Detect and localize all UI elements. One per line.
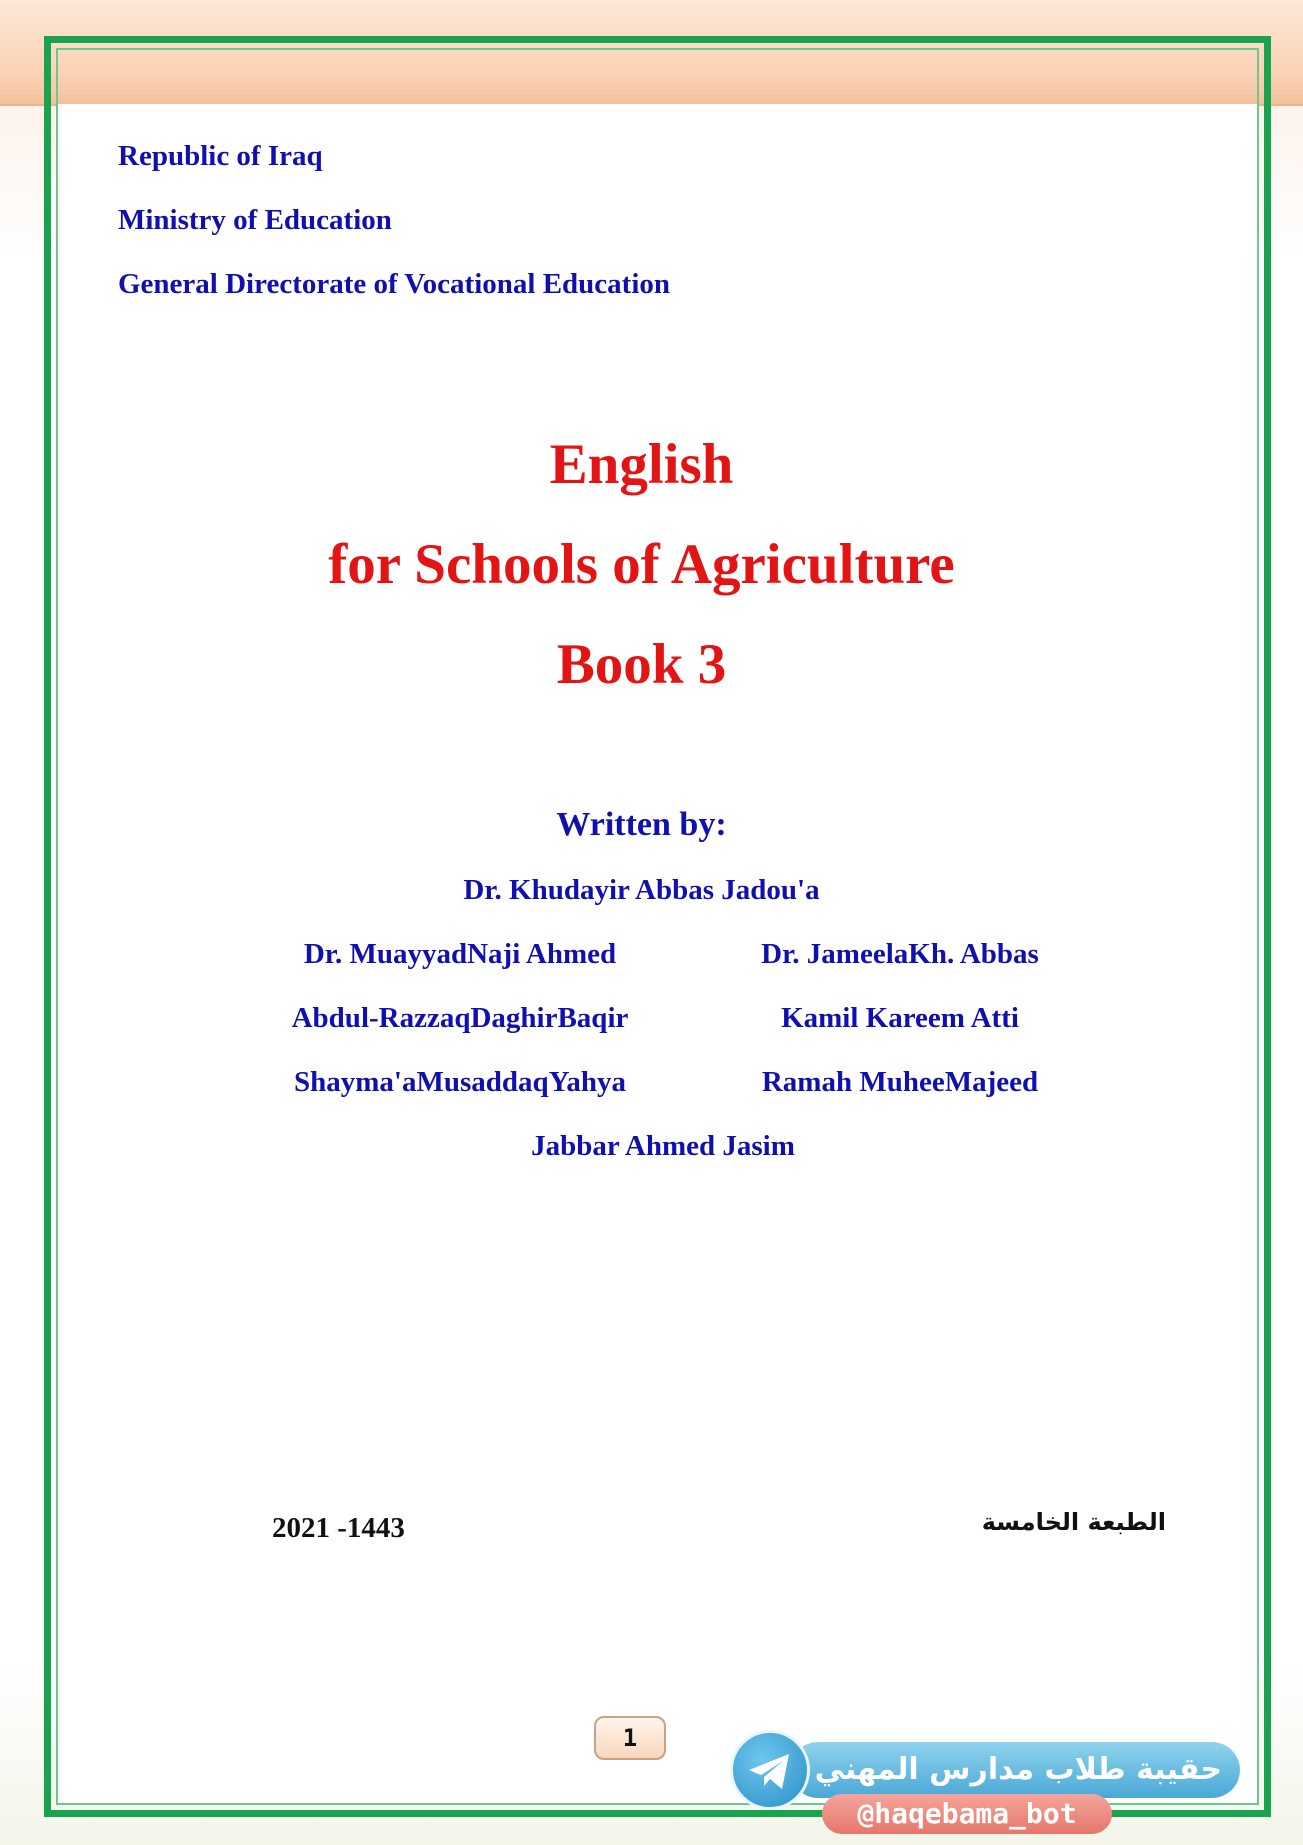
edition-label: الطبعة الخامسة (981, 1508, 1166, 1536)
book-title-line-1: English (549, 433, 734, 496)
lead-author: Dr. Khudayir Abbas Jadou'a (463, 874, 820, 906)
page-number: 1 (594, 1716, 666, 1760)
last-author: Jabbar Ahmed Jasim (531, 1130, 795, 1162)
channel-name-banner: حقيبة طلاب مدارس المهني (790, 1742, 1240, 1798)
ministry-line: Ministry of Education (118, 204, 392, 236)
author-right-2: Kamil Kareem Atti (781, 1002, 1019, 1034)
author-right-1: Dr. JameelaKh. Abbas (761, 938, 1039, 970)
author-left-3: Shayma'aMusaddaqYahya (294, 1066, 626, 1098)
republic-line: Republic of Iraq (118, 140, 323, 172)
author-right-3: Ramah MuheeMajeed (761, 1066, 1039, 1098)
directorate-line: General Directorate of Vocational Education (118, 268, 671, 300)
author-left-1: Dr. MuayyadNaji Ahmed (303, 938, 617, 970)
book-title-line-3: Book 3 (556, 633, 727, 696)
bot-handle: @haqebama_bot (822, 1794, 1112, 1834)
telegram-icon (730, 1730, 810, 1810)
written-by-heading: Written by: (556, 806, 727, 843)
author-left-2: Abdul-RazzaqDaghirBaqir (291, 1002, 629, 1034)
book-title-line-2: for Schools of Agriculture (328, 533, 955, 596)
telegram-watermark (730, 1730, 1240, 1830)
publication-year: 2021 -1443 (272, 1512, 405, 1544)
